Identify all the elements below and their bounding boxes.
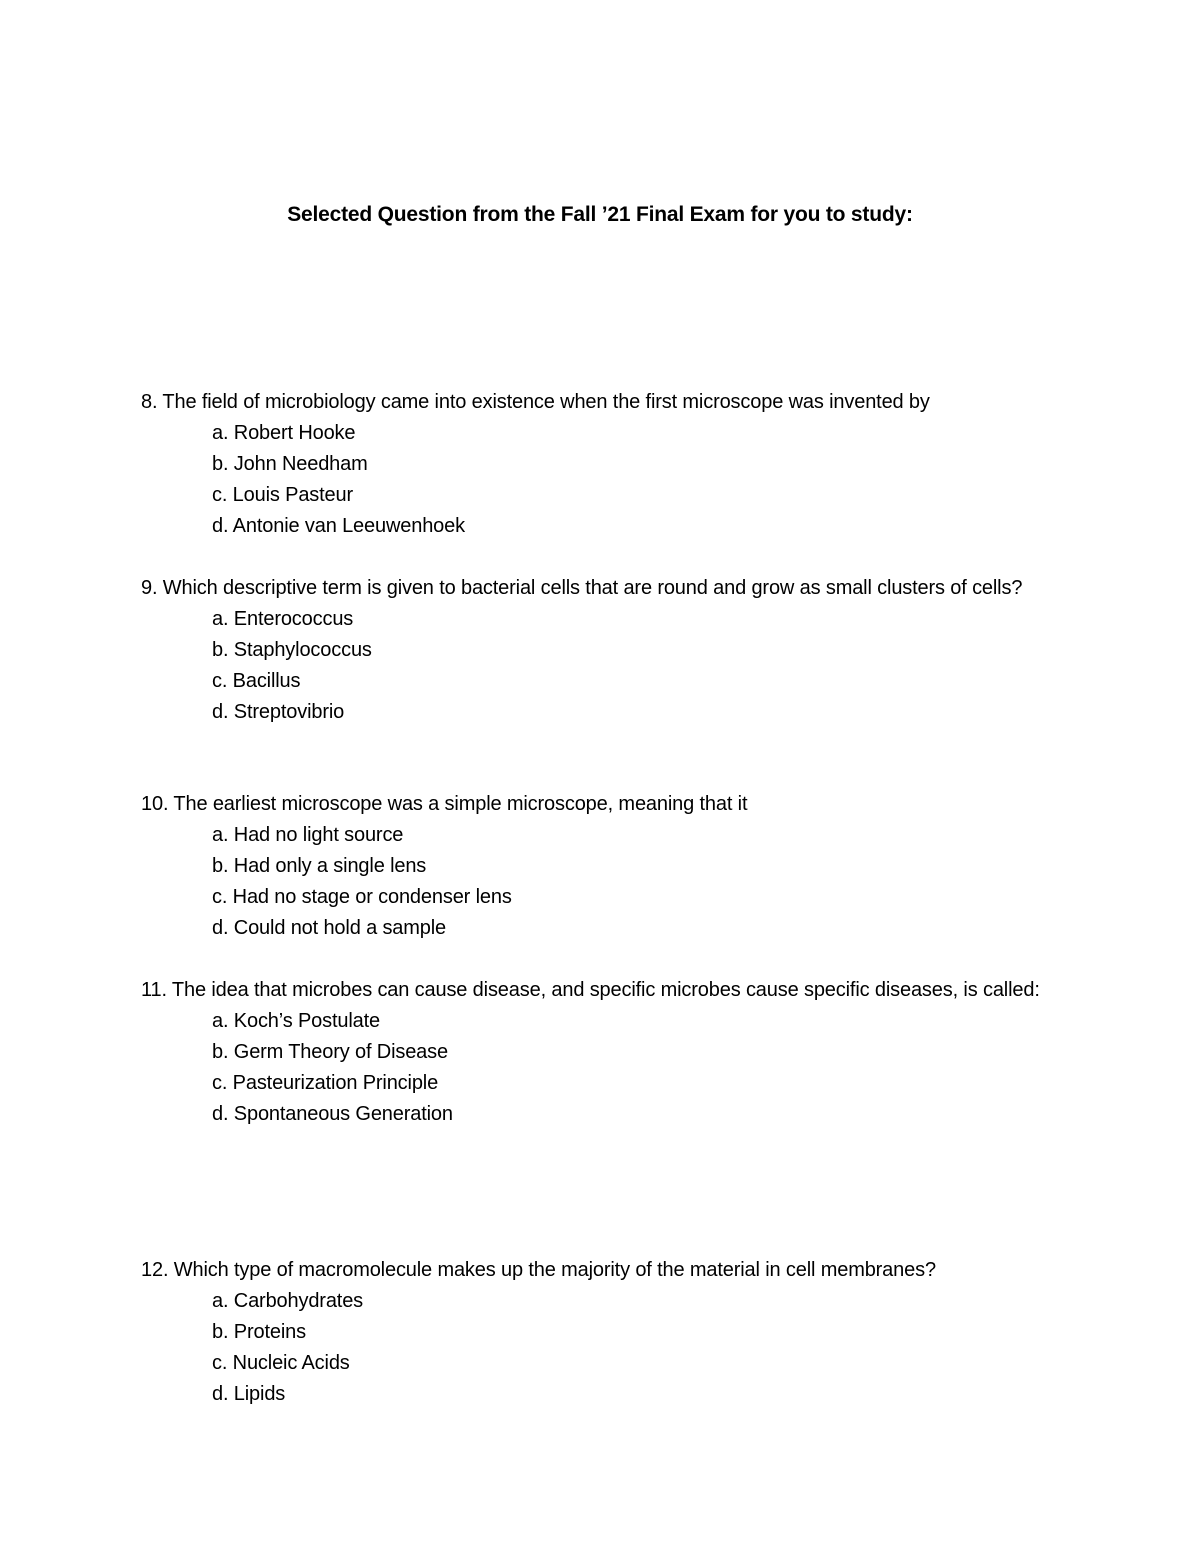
answer-option-c: c. Nucleic Acids [212,1352,350,1374]
answer-option-c: c. Had no stage or condenser lens [212,886,512,908]
answer-option-d: d. Antonie van Leeuwenhoek [212,515,465,537]
answer-option-b: b. Proteins [212,1321,306,1343]
answer-option-b: b. Germ Theory of Disease [212,1041,448,1063]
question-text: 8. The field of microbiology came into existence when the first microscope was invented by [141,391,930,413]
answer-option-a: a. Had no light source [212,824,404,846]
answer-option-a: a. Enterococcus [212,608,354,630]
answer-option-a: a. Robert Hooke [212,422,356,444]
question-text: 10. The earliest microscope was a simple microscope, meaning that it [141,793,748,815]
question-text: 12. Which type of macromolecule makes up the majority of the material in cell membranes? [141,1259,936,1281]
answer-option-b: b. Had only a single lens [212,855,427,877]
question-11 [141,975,1061,1130]
answer-option-d: d. Lipids [212,1383,286,1405]
answer-option-c: c. Bacillus [212,670,301,692]
answer-option-c: c. Pasteurization Principle [212,1072,439,1094]
answer-option-a: a. Carbohydrates [212,1290,364,1312]
answer-option-d: d. Could not hold a sample [212,917,447,939]
answer-option-c: c. Louis Pasteur [212,484,354,506]
question-12 [141,1255,1061,1410]
question-text: 9. Which descriptive term is given to bacterial cells that are round and grow as small clusters of cells? [141,577,1023,599]
answer-option-a: a. Koch’s Postulate [212,1010,380,1032]
question-10 [141,789,1061,944]
question-8 [141,387,1061,542]
question-9 [141,573,1061,728]
question-text: 11. The idea that microbes can cause disease, and specific microbes cause specific diseases, is called: [141,979,1040,1001]
page-title: Selected Question from the Fall ’21 Final Exam for you to study: [287,203,913,226]
answer-option-d: d. Spontaneous Generation [212,1103,453,1125]
answer-option-d: d. Streptovibrio [212,701,345,723]
answer-option-b: b. Staphylococcus [212,639,372,661]
answer-option-b: b. John Needham [212,453,368,475]
